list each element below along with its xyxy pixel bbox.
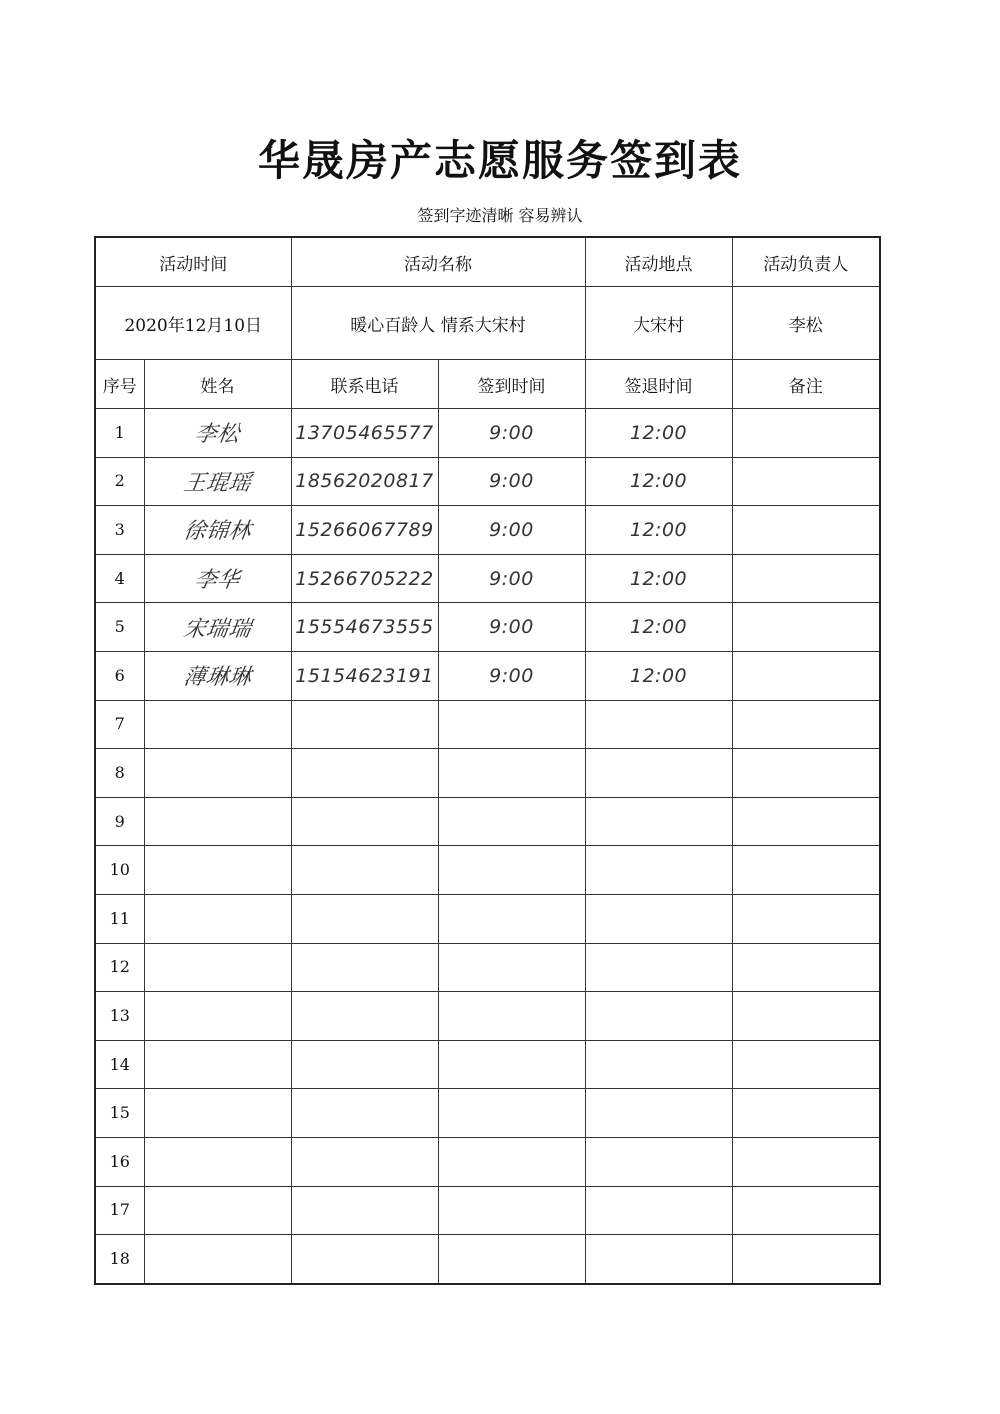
cell-phone-text: 18562020817 — [295, 470, 434, 493]
cell-name — [144, 992, 291, 1041]
cell-name — [144, 1040, 291, 1089]
cell-seq — [95, 749, 144, 798]
cell-note — [732, 700, 880, 749]
cell-phone-text: 15154623191 — [295, 664, 434, 687]
table-row — [95, 506, 880, 555]
cell-name-text: 李华 — [192, 568, 242, 594]
column-header-note: 备注 — [732, 360, 880, 409]
cell-name-text: 李松 — [192, 422, 242, 448]
cell-seq — [95, 506, 144, 555]
cell-seq-text: 8 — [114, 762, 125, 782]
page-title: 华晟房产志愿服务签到表 — [257, 136, 742, 185]
cell-seq-text: 13 — [109, 1005, 130, 1025]
cell-note — [732, 651, 880, 700]
cell-seq — [95, 797, 144, 846]
cell-signout-time-text: 12:00 — [629, 664, 688, 687]
cell-note — [732, 943, 880, 992]
cell-phone — [291, 457, 438, 506]
table-row — [95, 894, 880, 943]
cell-signout-time — [585, 1235, 732, 1284]
cell-phone — [291, 506, 438, 555]
cell-seq-text: 16 — [109, 1151, 130, 1171]
cell-phone-text: 15266067789 — [295, 518, 434, 541]
table-row — [95, 797, 880, 846]
header-activity-location: 活动地点 — [585, 237, 732, 287]
cell-name-text: 薄琳琳 — [181, 665, 253, 691]
cell-seq — [95, 1235, 144, 1284]
cell-seq-text: 1 — [114, 422, 125, 442]
table-row — [95, 992, 880, 1041]
table-row — [95, 457, 880, 506]
cell-note — [732, 846, 880, 895]
column-header-name: 姓名 — [144, 360, 291, 409]
cell-note — [732, 992, 880, 1041]
cell-name — [144, 651, 291, 700]
cell-name — [144, 797, 291, 846]
table-row — [95, 943, 880, 992]
column-header-phone: 联系电话 — [291, 360, 438, 409]
value-activity-leader: 李松 — [732, 287, 880, 360]
table-row — [95, 1137, 880, 1186]
cell-signout-time — [585, 943, 732, 992]
cell-phone — [291, 1235, 438, 1284]
cell-signin-time — [438, 1137, 585, 1186]
cell-signin-time — [438, 1186, 585, 1235]
value-activity-location: 大宋村 — [585, 287, 732, 360]
cell-name — [144, 700, 291, 749]
cell-signout-time — [585, 1186, 732, 1235]
cell-signin-time — [438, 409, 585, 458]
table-row — [95, 1235, 880, 1284]
cell-name — [144, 749, 291, 798]
table-row — [95, 651, 880, 700]
cell-seq-text: 17 — [109, 1200, 130, 1220]
cell-note — [732, 603, 880, 652]
cell-phone-text: 15554673555 — [295, 616, 434, 639]
table-row — [95, 554, 880, 603]
cell-phone — [291, 943, 438, 992]
cell-signin-time — [438, 992, 585, 1041]
value-activity-name: 暖心百龄人 情系大宋村 — [291, 287, 585, 360]
cell-signout-time-text: 12:00 — [629, 518, 688, 541]
column-header-signin: 签到时间 — [438, 360, 585, 409]
cell-signin-time — [438, 651, 585, 700]
cell-phone — [291, 749, 438, 798]
table-row — [95, 1040, 880, 1089]
header-activity-name: 活动名称 — [291, 237, 585, 287]
cell-name — [144, 1137, 291, 1186]
cell-name-text: 王琨瑶 — [181, 470, 253, 496]
cell-seq-text: 3 — [114, 519, 125, 539]
cell-seq — [95, 1186, 144, 1235]
cell-seq-text: 18 — [109, 1248, 130, 1268]
cell-signin-time — [438, 554, 585, 603]
table-row — [95, 1186, 880, 1235]
cell-phone-text: 13705465577 — [295, 421, 434, 444]
cell-seq — [95, 1137, 144, 1186]
cell-note — [732, 1235, 880, 1284]
cell-seq — [95, 894, 144, 943]
cell-seq — [95, 700, 144, 749]
cell-signout-time — [585, 1040, 732, 1089]
cell-seq — [95, 1040, 144, 1089]
activity-info-header-row — [95, 237, 880, 287]
cell-note — [732, 457, 880, 506]
cell-seq — [95, 651, 144, 700]
column-header-row — [95, 360, 880, 409]
cell-phone — [291, 409, 438, 458]
cell-signout-time — [585, 409, 732, 458]
cell-phone — [291, 992, 438, 1041]
cell-signin-time — [438, 894, 585, 943]
cell-signout-time — [585, 992, 732, 1041]
cell-seq-text: 5 — [114, 617, 125, 637]
cell-name — [144, 457, 291, 506]
cell-seq — [95, 554, 144, 603]
cell-name — [144, 943, 291, 992]
activity-info-value-row — [95, 287, 880, 360]
table-row — [95, 749, 880, 798]
cell-seq-text: 11 — [109, 908, 130, 928]
cell-signin-time-text: 9:00 — [489, 567, 534, 590]
cell-seq — [95, 457, 144, 506]
cell-phone — [291, 554, 438, 603]
cell-signin-time — [438, 1235, 585, 1284]
page-subtitle: 签到字迹清晰 容易辨认 — [417, 206, 583, 225]
cell-signout-time-text: 12:00 — [629, 421, 688, 444]
cell-seq — [95, 1089, 144, 1138]
cell-name-text: 宋瑞瑞 — [181, 616, 253, 642]
cell-note — [732, 1089, 880, 1138]
cell-signin-time-text: 9:00 — [489, 518, 534, 541]
cell-note — [732, 894, 880, 943]
cell-name — [144, 1186, 291, 1235]
cell-note — [732, 749, 880, 798]
cell-phone — [291, 1040, 438, 1089]
cell-signout-time-text: 12:00 — [629, 470, 688, 493]
cell-signin-time-text: 9:00 — [489, 421, 534, 444]
table-row — [95, 409, 880, 458]
cell-signin-time — [438, 846, 585, 895]
cell-phone — [291, 1137, 438, 1186]
cell-signout-time — [585, 457, 732, 506]
cell-seq — [95, 846, 144, 895]
cell-name — [144, 894, 291, 943]
cell-signin-time-text: 9:00 — [489, 470, 534, 493]
cell-name-text: 徐锦林 — [181, 519, 253, 545]
cell-signin-time — [438, 457, 585, 506]
cell-note — [732, 1137, 880, 1186]
cell-seq — [95, 943, 144, 992]
cell-seq-text: 15 — [109, 1103, 130, 1123]
cell-signin-time — [438, 506, 585, 555]
cell-signin-time-text: 9:00 — [489, 616, 534, 639]
cell-seq-text: 6 — [114, 665, 125, 685]
column-header-seq: 序号 — [95, 360, 144, 409]
cell-signout-time-text: 12:00 — [629, 616, 688, 639]
cell-phone-text: 15266705222 — [295, 567, 434, 590]
table-row — [95, 700, 880, 749]
cell-signout-time — [585, 506, 732, 555]
cell-phone — [291, 700, 438, 749]
column-header-signout: 签退时间 — [585, 360, 732, 409]
cell-seq-text: 7 — [114, 714, 125, 734]
cell-signout-time — [585, 1089, 732, 1138]
cell-name — [144, 554, 291, 603]
cell-phone — [291, 651, 438, 700]
cell-name — [144, 506, 291, 555]
cell-phone — [291, 603, 438, 652]
cell-note — [732, 1040, 880, 1089]
cell-seq-text: 2 — [114, 471, 125, 491]
cell-name — [144, 846, 291, 895]
cell-signout-time — [585, 846, 732, 895]
cell-phone — [291, 797, 438, 846]
cell-note — [732, 506, 880, 555]
cell-signin-time — [438, 603, 585, 652]
sign-in-table — [94, 236, 881, 1285]
cell-seq-text: 14 — [109, 1054, 130, 1074]
cell-signout-time — [585, 651, 732, 700]
cell-note — [732, 409, 880, 458]
cell-signout-time — [585, 700, 732, 749]
cell-name — [144, 603, 291, 652]
cell-note — [732, 797, 880, 846]
cell-signout-time — [585, 894, 732, 943]
cell-phone — [291, 1186, 438, 1235]
cell-seq — [95, 409, 144, 458]
cell-seq — [95, 603, 144, 652]
cell-phone — [291, 846, 438, 895]
cell-name — [144, 1235, 291, 1284]
cell-phone — [291, 894, 438, 943]
cell-signin-time — [438, 749, 585, 798]
cell-phone — [291, 1089, 438, 1138]
cell-signin-time — [438, 1089, 585, 1138]
header-activity-time: 活动时间 — [95, 237, 291, 287]
cell-signout-time — [585, 1137, 732, 1186]
cell-seq-text: 10 — [109, 860, 130, 880]
cell-name — [144, 1089, 291, 1138]
cell-seq-text: 4 — [114, 568, 125, 588]
cell-seq — [95, 992, 144, 1041]
cell-seq-text: 9 — [114, 811, 125, 831]
cell-note — [732, 554, 880, 603]
cell-signin-time — [438, 1040, 585, 1089]
cell-signout-time — [585, 797, 732, 846]
cell-signin-time-text: 9:00 — [489, 664, 534, 687]
cell-signout-time — [585, 554, 732, 603]
table-row — [95, 603, 880, 652]
value-activity-time: 2020年12月10日 — [95, 287, 291, 360]
cell-signin-time — [438, 943, 585, 992]
cell-signout-time — [585, 749, 732, 798]
cell-signin-time — [438, 700, 585, 749]
table-row — [95, 846, 880, 895]
cell-seq-text: 12 — [109, 957, 130, 977]
cell-signout-time — [585, 603, 732, 652]
header-activity-leader: 活动负责人 — [732, 237, 880, 287]
table-row — [95, 1089, 880, 1138]
cell-note — [732, 1186, 880, 1235]
cell-name — [144, 409, 291, 458]
cell-signout-time-text: 12:00 — [629, 567, 688, 590]
cell-signin-time — [438, 797, 585, 846]
